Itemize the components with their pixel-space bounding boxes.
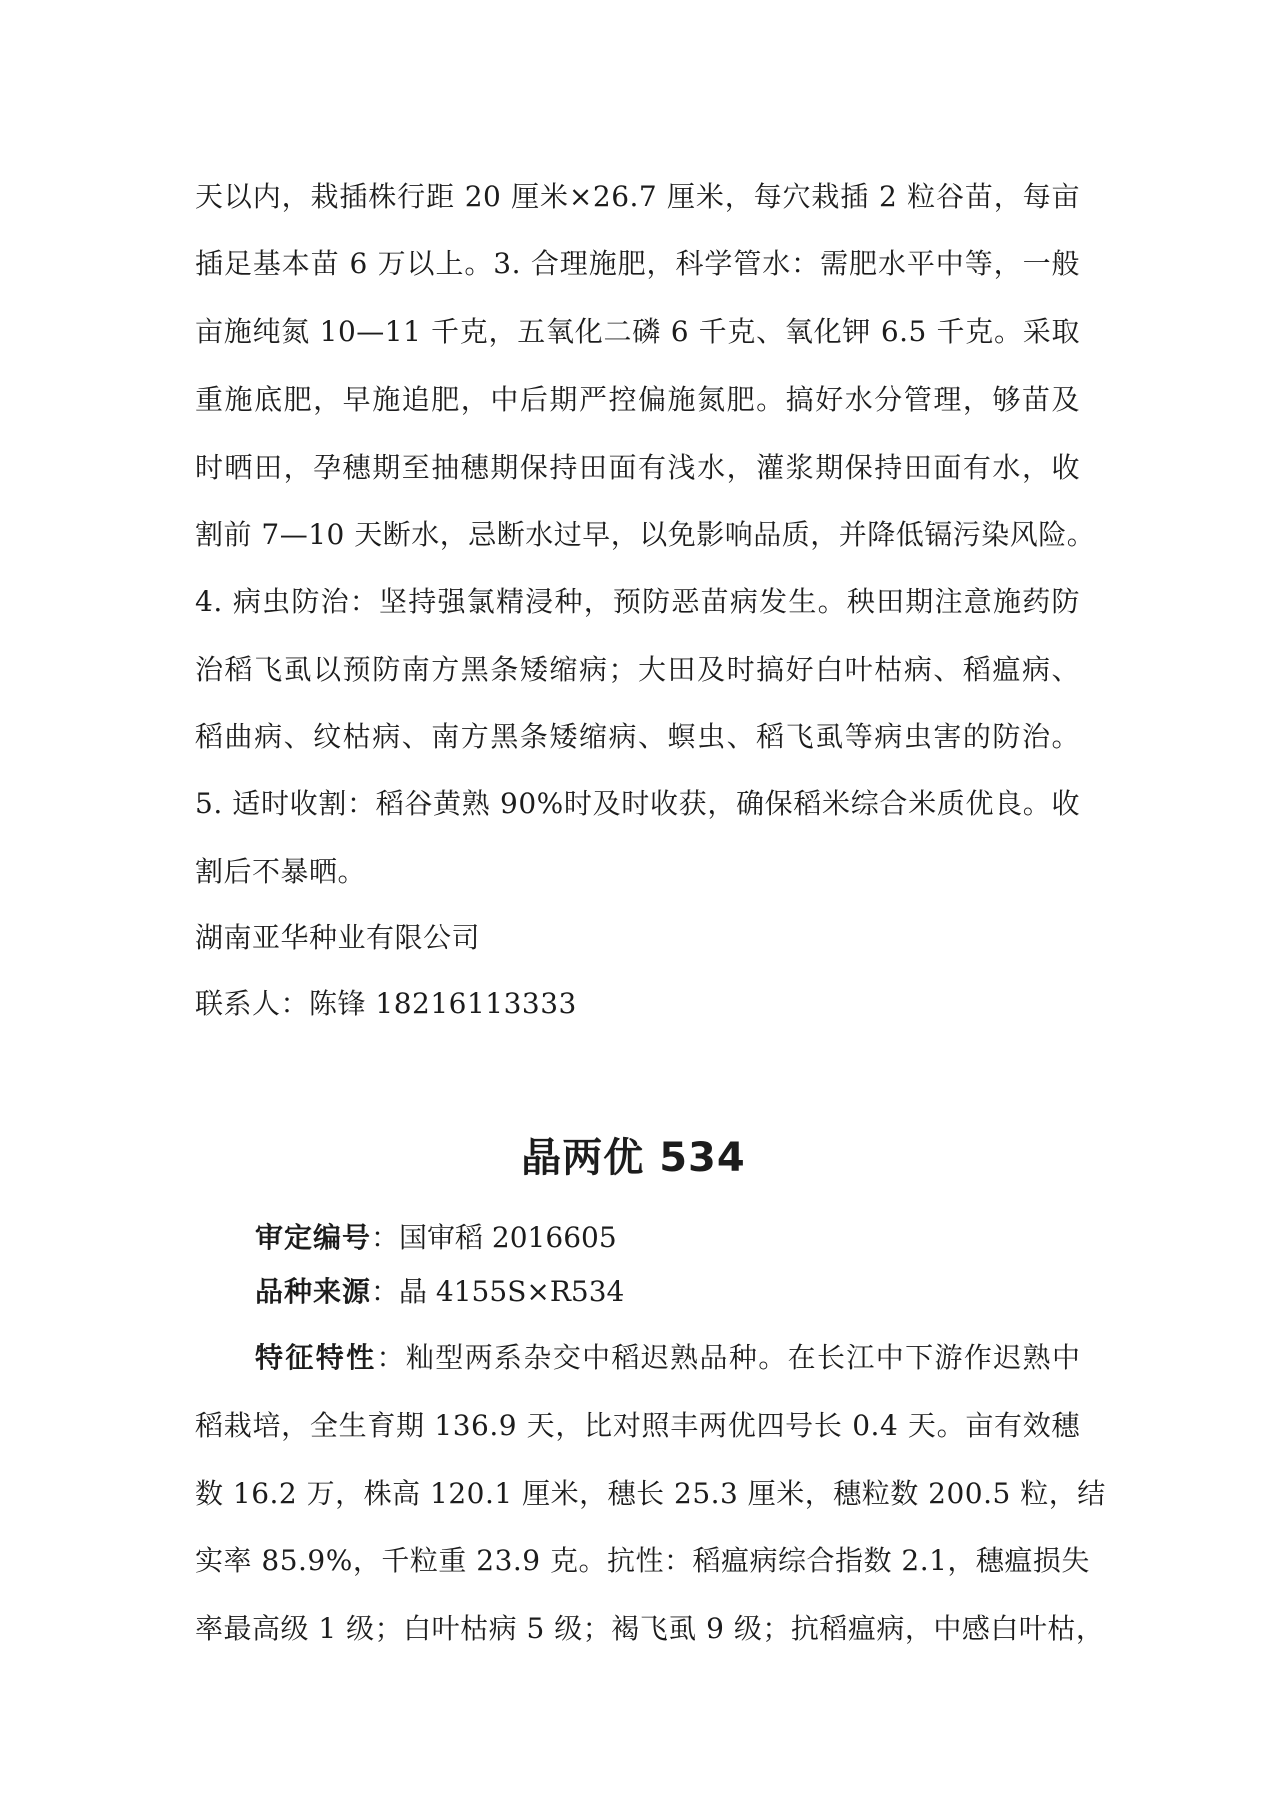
variety-source-value: 晶 4155S×R534 xyxy=(399,1275,625,1308)
variety-source-label: 品种来源 xyxy=(255,1275,372,1308)
approval-number-field xyxy=(255,1218,617,1258)
traits-first-line xyxy=(255,1338,1080,1378)
body-line-8: 治稻飞虱以预防南方黑条矮缩病；大田及时搞好白叶枯病、稻瘟病、 xyxy=(195,653,1080,686)
body-line-7: 4. 病虫防治：坚持强氯精浸种，预防恶苗病发生。秧田期注意施药防 xyxy=(195,585,1080,618)
traits-line-3: 数 16.2 万，株高 120.1 厘米，穗长 25.3 厘米，穗粒数 200.5 粒，结 xyxy=(195,1477,1106,1510)
approval-number-separator: ： xyxy=(371,1221,400,1254)
body-line-10: 5. 适时收割：稻谷黄熟 90%时及时收获，确保稻米综合米质优良。收 xyxy=(195,787,1080,820)
traits-line-2: 稻栽培，全生育期 136.9 天，比对照丰两优四号长 0.4 天。亩有效穗 xyxy=(195,1409,1080,1442)
variety-source-separator: ： xyxy=(371,1275,400,1308)
variety-title: 晶两优 534 xyxy=(521,1135,746,1181)
company-name: 湖南亚华种业有限公司 xyxy=(195,921,481,954)
body-line-1: 天以内，栽插株行距 20 厘米×26.7 厘米，每穴栽插 2 粒谷苗，每亩 xyxy=(195,180,1080,213)
body-line-2: 插足基本苗 6 万以上。3. 合理施肥，科学管水：需肥水平中等，一般 xyxy=(195,247,1080,280)
traits-line-4: 实率 85.9%，千粒重 23.9 克。抗性：稻瘟病综合指数 2.1，穗瘟损失 xyxy=(195,1544,1090,1577)
body-line-6: 割前 7—10 天断水，忌断水过早，以免影响品质，并降低镉污染风险。 xyxy=(195,518,1096,551)
body-line-5: 时晒田，孕穗期至抽穗期保持田面有浅水，灌浆期保持田面有水，收 xyxy=(195,451,1080,484)
approval-number-value: 国审稻 2016605 xyxy=(399,1221,617,1254)
traits-first-text: 籼型两系杂交中稻迟熟品种。在长江中下游作迟熟中 xyxy=(405,1341,1080,1374)
body-line-3: 亩施纯氮 10—11 千克，五氧化二磷 6 千克、氧化钾 6.5 千克。采取 xyxy=(195,315,1080,348)
variety-source-field xyxy=(255,1272,624,1312)
contact-line: 联系人：陈锋 18216113333 xyxy=(195,987,577,1020)
approval-number-label: 审定编号 xyxy=(255,1221,372,1254)
traits-label: 特征特性 xyxy=(255,1341,377,1374)
body-line-4: 重施底肥，早施追肥，中后期严控偏施氮肥。搞好水分管理，够苗及 xyxy=(195,383,1080,416)
traits-line-5: 率最高级 1 级；白叶枯病 5 级；褐飞虱 9 级；抗稻瘟病，中感白叶枯， xyxy=(195,1612,1105,1645)
body-line-11: 割后不暴晒。 xyxy=(195,855,367,888)
traits-separator: ： xyxy=(376,1341,406,1374)
body-line-9: 稻曲病、纹枯病、南方黑条矮缩病、螟虫、稻飞虱等病虫害的防治。 xyxy=(195,720,1080,753)
